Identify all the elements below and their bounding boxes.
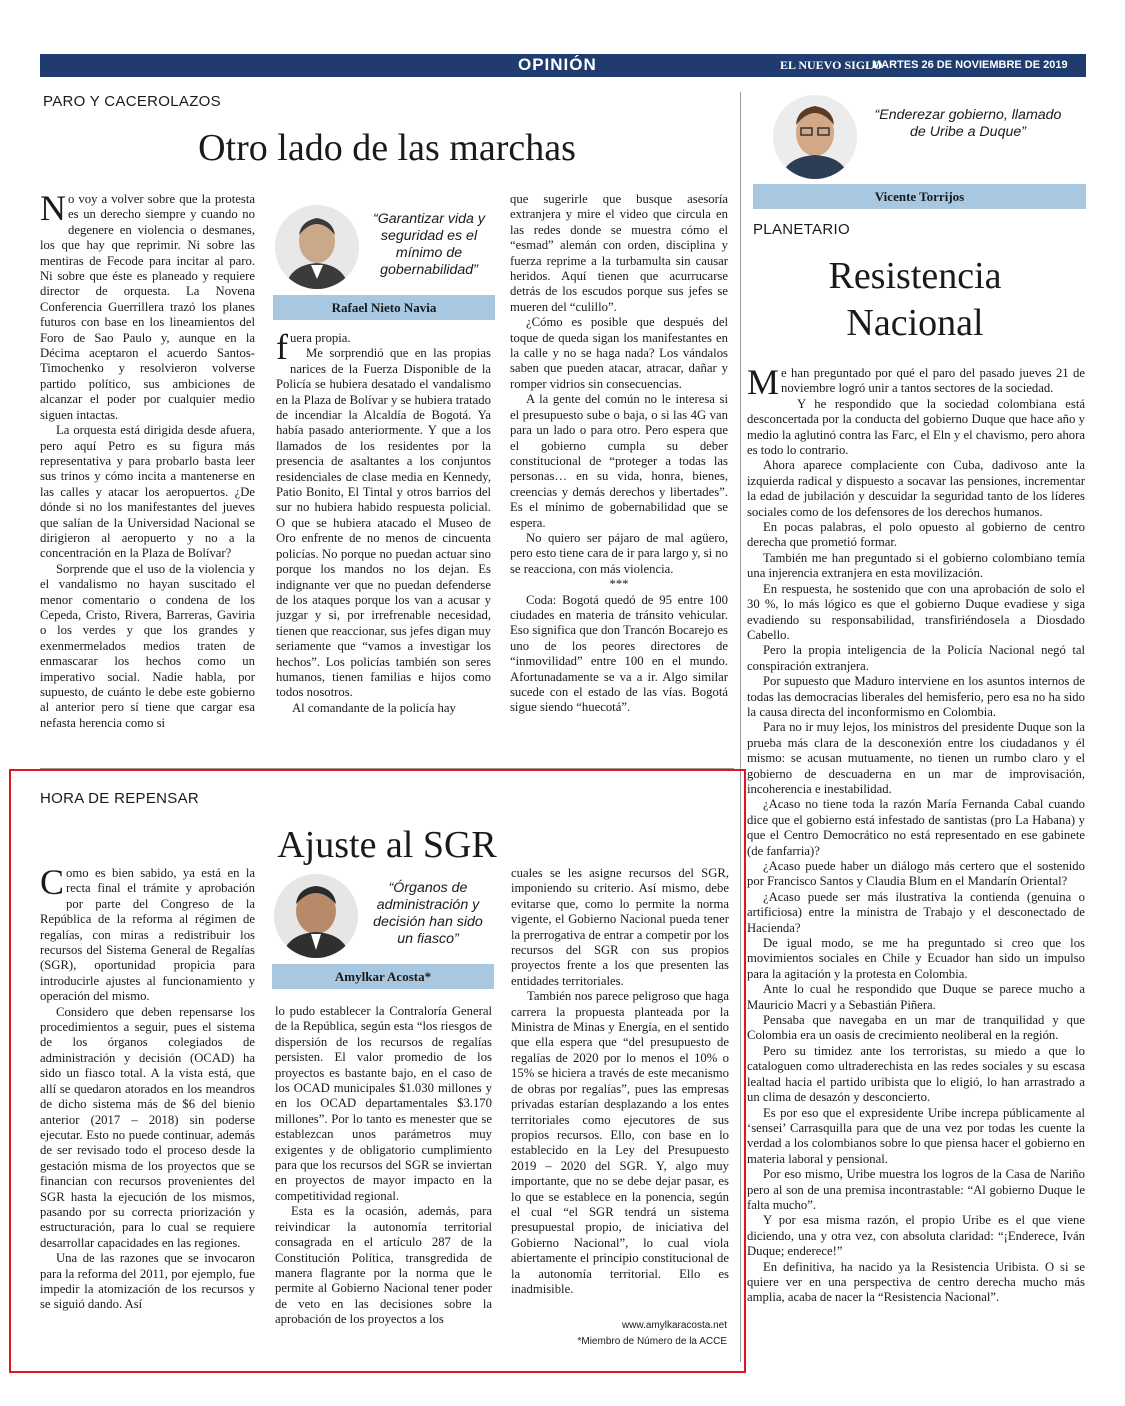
article3-paragraph: cuales se les asigne recursos del SGR, imponiendo su criterio. Así mismo, debe evitarse que, como lo permite la norma vigente, el Gobierno Nacional pueda tener la prerrogativa de entrar a competir por los recursos del SGR con sus propios proyectos frente a los que presenten las entidades territoriales.: [511, 866, 729, 988]
author-portrait-icon: [274, 874, 358, 958]
article2-paragraph: En respuesta, he sostenido que con una aprobación de solo el 30 %, lo más lógico es que el gobierno Duque evadiese y siga evadiendo su responsabilidad, transfiriéndosela a Diosdado Cabello.: [747, 581, 1085, 642]
article2-paragraph: Es por eso que el expresidente Uribe increpa públicamente al ‘sensei’ Carrasquilla para que de una vez por todas les cuente la verdad a los colombianos sobre lo que piensa hacer el gobierno en materia laboral y pensional.: [747, 1105, 1085, 1166]
article3-paragraph: lo pudo establecer la Contraloría General de la República, según esta “los riesgos de dispersión de los recursos de regalías persisten. El valor promedio de los proyectos es bastante bajo, en el caso de los OCAD municipales $1.030 millones y en los OCAD departamentales $3.170 millones”. Por lo tanto es menester que se establezcan unos parámetros muy exigentes y de obligatorio cumplimiento para que los recursos del SGR se inviertan en proyectos de mayor impacto en la competitividad regional.: [275, 1004, 492, 1203]
article1-paragraph: A la gente del común no le interesa si el presupuesto sube o baja, o si las 4G van para un lado o para otro. Pero espera que el gobierno cumpla su deber constitucional de “proteger a todas las personas… en su vida, honra, bienes, creencias y demás derechos y libertades”. Es el mínimo de gobernabilidad que se espera.: [510, 392, 728, 530]
article2-column: [747, 366, 1085, 1366]
article2-paragraph: Pensaba que navegaba en un mar de tranquilidad y que Colombia era un oasis de crecimiento neoliberal en la región.: [747, 1013, 1085, 1043]
section-break: ***: [609, 577, 629, 592]
article1-paragraph: ¿Cómo es posible que después del toque de queda sigan los manifestantes en la calle y no se haga nada? Los vándalos saben que pueden atacar, atracar, dañar y romper vidrios sin consecuencias.: [510, 315, 728, 391]
article2-paragraph: También me han preguntado si el gobierno colombiano temía una injerencia extranjera en esta movilización.: [747, 550, 1085, 581]
author-portrait-icon: [275, 205, 359, 289]
author-footnote: *Miembro de Número de la ACCE: [577, 1336, 727, 1347]
article3-title: Ajuste al SGR: [277, 824, 497, 866]
article1-paragraph: No quiero ser pájaro de mal agüero, pero esto tiene cara de ir para largo y, si no se reacciona, con más violencia.: [510, 530, 728, 576]
article2-paragraph: Y por esa misma razón, el propio Uribe es el que viene diciendo, una y otra vez, con absoluta claridad: “¡Enderece, Iván Duque; enderece!”: [747, 1213, 1085, 1259]
author-name: Amylkar Acosta*: [272, 964, 494, 989]
article1-paragraph: Me sorprendió que en las propias narices de la Fuerza Disponible de la Policía se hubiera desatado el vandalismo en la Plaza de Bolívar y se hubiera tratado de incendiar la Alcaldía de Bogotá. Ya había pasado anteriormente. Y que a los llamados de los residentes por la presencia de asaltantes a los conjuntos residenciales de clase media en Kennedy, Patio Bonito, El Tintal y otros barrios del sur no hubiera habido respuesta policial. O que se hubiera atacado el Museo de Oro enfrente de no menos de cincuenta policías. No porque no puedan actuar sino porque los mandos no los dejan. Es indignante ver que no puedan defenderse de los ataques porque los van a acusar y juzgar y si, por irrefrenable necesidad, tienen que reaccionar, sus jefes digan muy seriamente que “vamos a investigar los hechos”. Los policías también son seres humanos, tienen familias e hijos como todos nosotros.: [276, 346, 491, 700]
article2-paragraph: De igual modo, se me ha preguntado si creo que los movimientos sociales en Chile y Ecuador han sido un impulso para la agitación y la protesta en Colombia.: [747, 936, 1085, 981]
article2-paragraph: Para no ir muy lejos, los ministros del presidente Duque son la prueba más clara de la desconexión entre los ciudadanos y él mismo: se acusan mutuamente, no tienen un rumbo claro y el gobierno de descuaderna en un mar de improvisación, incoherencia e inestabilidad.: [747, 720, 1085, 796]
article2-paragraph: Por supuesto que Maduro interviene en los asuntos internos de todas las democracias liberales del hemisferio, pero esa no ha sido la causa directa del inconformismo en Colombia.: [747, 674, 1085, 719]
author-website: www.amylkaracosta.net: [621, 1320, 727, 1331]
article2-paragraph: Pero su timidez ante los terroristas, su miedo a que lo cataloguen como ultraderechista en las redes sociales y su escasa lealtad hacia el partido uribista que lo eligió, lo han arrastrado a un clima de desazón y desconcierto.: [747, 1043, 1085, 1105]
article2-paragraph: Y he respondido que la sociedad colombiana está desconcertada por la conducta del gobierno Duque que hace año y medio la aglutinó contra las Farc, el Eln y el chavismo, pero ahora es todo lo contrario.: [747, 396, 1085, 458]
article3-paragraph: Como es bien sabido, ya está en la recta final el trámite y aprobación por parte del Congreso de la República de la reforma al régimen de regalías, con miras a redistribuir los recursos del Sistema General de Regalías (SGR), oportunidad propicia para introducirle ajustes al funcionamiento y operación del mismo.: [40, 866, 255, 1004]
article1-paragraph: No voy a volver sobre que la protesta es un derecho siempre y cuando no degenere en violencia o desmanes, los que hay que reprimir. Ni sobre las mentiras de Fecode para incitar al paro. Ni sobre que éste es planeado y requiere director de orquesta. La Novena Conferencia Guerrillera trazó los planes futuros con base en los lineamientos del Foro de Sao Paulo y, aunque en la Décima aceptaron el acuerdo Santos-Timochenko y resolvieron volverse partido político, sus ambiciones de alcanzar el poder por cualquier medio siguen intactas.: [40, 192, 255, 422]
article2-paragraph: Por eso mismo, Uribe muestra los logros de la Casa de Nariño pero al son de una premisa incontrastable: “Al gobierno Duque le falta mucho”.: [747, 1167, 1085, 1212]
article2-paragraph: ¿Acaso no tiene toda la razón María Fernanda Cabal cuando dice que el gobierno está infestado de santistas (pro La Habana) y que el Centro Democrático no está representado en ese gabinete (de fanfarria)?: [747, 797, 1085, 858]
author-photo: [773, 95, 857, 179]
author-box-amylkar: [272, 872, 494, 989]
article3-paragraph: Una de las razones que se invocaron para la reforma del 2011, por ejemplo, fue impedir la atomización de los recursos y se siguió dando. Así: [40, 1251, 255, 1312]
article2-paragraph: En definitiva, ha nacido ya la Resistencia Uribista. O si se quiere ver en una perspectiva de centro derecha mucho más amplia, acaba de nacer la “Resistencia Nacional”.: [747, 1259, 1085, 1305]
article2-paragraph: En pocas palabras, el polo opuesto al gobierno de centro derecha que prometió formar.: [747, 520, 1085, 550]
article1-paragraph: que sugerirle que busque asesoría extranjera y mire el video que circula en las redes donde se muestra cómo el “esmad” alemán con orden, disciplina y fuerza reprime a la turbamulta sin causar heridos. Aquí tienen que acurrucarse detrás de los escudos porque sus jefes se mueren del “culillo”.: [510, 192, 728, 314]
author-portrait-icon: [773, 95, 857, 179]
article3-kicker: HORA DE REPENSAR: [40, 790, 200, 807]
article2-paragraph: Pero la propia inteligencia de la Policía Nacional negó tal conspiración extranjera.: [747, 643, 1085, 673]
author-photo: [275, 205, 359, 289]
pull-quote: “Garantizar vida y seguridad es el mínimo de gobernabilidad”: [373, 211, 485, 278]
author-name: Rafael Nieto Navia: [273, 295, 495, 320]
author-box-vicente: [753, 93, 1086, 210]
article1-column-1: [40, 192, 255, 755]
article1-paragraph: Sorprende que el uso de la violencia y el vandalismo no hayan suscitado el menor comentario o condena de los Cepeda, Cristo, Rivera, Barreras, Gaviria o los verdes y que los grandes y exenmermelados medios traten de enmascarar los hechos como un imperativo social. Nadie habla, por supuesto, de cuánto le debe este gobierno al anterior pero sí tiene que cargar esa nefasta herencia como si: [40, 561, 255, 730]
pull-quote: “Órganos de administración y decisión han sido un fiasco”: [373, 880, 483, 947]
article2-paragraph: ¿Acaso puede haber un diálogo más certero que el sostenido por Francisco Santos y Claudia Blum en el Mandarín Oriental?: [747, 859, 1085, 889]
article3-paragraph: Considero que deben repensarse los procedimientos a seguir, pues el sistema de los órganos colegiados de administración y decisión (OCAD) ha sido un fiasco total. A la vista está, que allí se quedaron atorados en los meandros de dicho sistema más de $6 del bienio anterior (2017 – 2018) sin poderse ejecutar. Esto no puede continuar, además de ser revisado todo el proceso desde la gestación misma de los proyectos que se financian con recursos provenientes del SGR hasta la ejecución de los mismos, pasando por su correcta priorización y estructuración, para lo cual se requiere desarrollar capacidades en las regiones.: [40, 1004, 255, 1250]
article3-column-2: [275, 1004, 492, 1356]
article3-paragraph: También nos parece peligroso que haga carrera la propuesta planteada por la Ministra de Minas y Energía, en el sentido que ella espera que “del presupuesto de regalías de 2020 por lo menos el 10% o 15% se hiciera a través de este mecanismo de obras por regalías”, pues las empresas privadas estarían desplazando a los entes territoriales como ejecutores de sus propios recursos. Ello, con base en lo establecido en la Ley del Presupuesto 2019 – 2020 del SGR. Y, algo muy importante, que no se debe dejar pasar, es lo que se establece en la ponencia, según el cual “el SGR tendrá un sistema presupuestal propio, de iniciativa del Gobierno Nacional”, lo cual viola abiertamente el principio constitucional de la autonomía territorial. Ello es inadmisible.: [511, 989, 729, 1296]
article2-paragraph: Ante lo cual he respondido que Duque se parece mucho a Mauricio Macri y a Sebastián Piñera.: [747, 982, 1085, 1012]
article2-paragraph: Me han preguntado por qué el paro del pasado jueves 21 de noviembre logró unir a tantos sectores de la sociedad.: [747, 366, 1085, 402]
article3-column-1: [40, 866, 255, 1356]
article1-title: Otro lado de las marchas: [198, 127, 576, 169]
page-number: 9A: [1097, 55, 1119, 74]
article2-paragraph: ¿Acaso puede ser más ilustrativa la contienda (genuina o artificiosa) entre la ministra de Trabajo y el desconectado de Hacienda?: [747, 889, 1085, 935]
article1-column-3: [510, 192, 728, 755]
article1-paragraph: Al comandante de la policía hay: [292, 700, 456, 715]
author-box-rafael: [273, 203, 495, 320]
article3-column-3: [511, 866, 729, 1324]
issue-date: MARTES 26 DE NOVIEMBRE DE 2019: [872, 59, 1068, 71]
author-name: Vicente Torrijos: [753, 184, 1086, 209]
newspaper-name: EL NUEVO SIGLO: [780, 58, 883, 72]
pull-quote: “Enderezar gobierno, llamado de Uribe a Duque”: [874, 107, 1062, 140]
article1-column-2: [276, 331, 491, 755]
section-name: OPINIÓN: [518, 55, 597, 74]
article3-paragraph: Esta es la ocasión, además, para reivindicar la autonomía territorial consagrada en el artículo 287 de la Constitución Política, transgredida de manera flagrante por la norma que le permite al Gobierno Nacional tener poder de veto en las decisiones sobre la aprobación de los proyectos a los: [275, 1204, 492, 1327]
article2-paragraph: Ahora aparece complaciente con Cuba, dadivoso ante la izquierda radical y dispuesto a socavar las pensiones, incrementar la edad de jubilación y descuidar la seguridad tanto de los líderes sociales como de los defensores de los derechos humanos.: [747, 458, 1085, 519]
article1-kicker: PARO Y CACEROLAZOS: [43, 93, 221, 110]
article1-paragraph: Coda: Bogotá quedó de 95 entre 100 ciudades en materia de tránsito vehicular. Eso significa que don Trancón Bocarejo es uno de los peores directores de “inmovilidad” entre 100 en el mundo. Afortunadamente se va a ir. Algo similar sucede con el estado de las vías. Bogotá sigue siendo “huecotá”.: [510, 592, 728, 715]
article2-kicker: PLANETARIO: [753, 221, 850, 238]
article1-paragraph: fuera propia.: [276, 331, 351, 367]
author-photo: [274, 874, 358, 958]
article2-title: Resistencia Nacional: [828, 255, 1002, 344]
article1-paragraph: La orquesta está dirigida desde afuera, pero aquí Petro es su figura más representativa y para probarlo basta leer sus trinos y cómo incita a mantenerse en las calles y atacar los aeropuertos. ¿De dónde si no los manifestantes del jueves que salían de la Universidad Nacional se dirigieron al aeropuerto y no a la concentración en la Plaza de Bolívar?: [40, 423, 255, 561]
section-header-bar: [40, 54, 1119, 77]
